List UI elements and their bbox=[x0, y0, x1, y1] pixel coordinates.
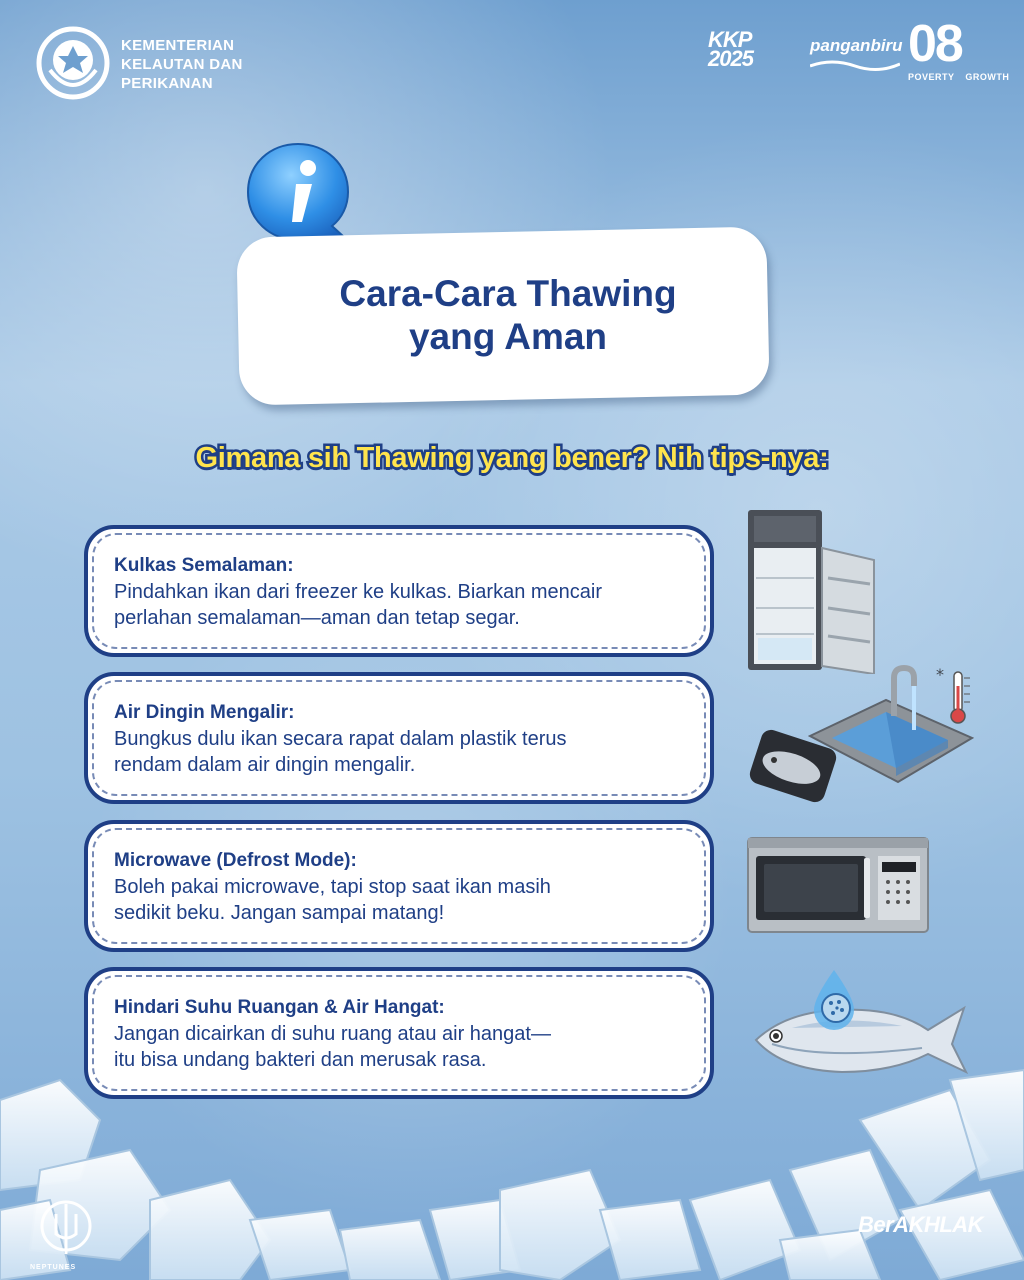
fish-pack-icon bbox=[748, 726, 838, 808]
bacteria-icon bbox=[806, 968, 862, 1032]
subtitle: Gimana sih Thawing yang bener? Nih tips-nya: bbox=[195, 442, 829, 474]
page-title: Cara-Cara Thawing yang Aman bbox=[339, 273, 677, 357]
fridge-icon bbox=[746, 508, 880, 674]
tip-title: Hindari Suhu Ruangan & Air Hangat: bbox=[114, 997, 445, 1018]
brand-08-subtitle: POVERTY GROWTH bbox=[908, 72, 1010, 82]
kkp2025-logo: KKP 2025 bbox=[708, 27, 753, 71]
tip-title: Microwave (Defrost Mode): bbox=[114, 850, 357, 871]
neptune-icon bbox=[36, 1190, 96, 1270]
wave-icon bbox=[810, 58, 900, 72]
microwave-icon bbox=[746, 836, 930, 934]
svg-text:*: * bbox=[936, 666, 944, 684]
tip-title: Kulkas Semalaman: bbox=[114, 555, 294, 576]
ice-cubes-decoration bbox=[0, 1060, 1024, 1280]
tip-card-cold-water bbox=[84, 672, 714, 804]
kkp-emblem-icon bbox=[36, 26, 110, 100]
tip-body: Boleh pakai microwave, tapi stop saat ikan masih sedikit beku. Jangan sampai matang! bbox=[114, 876, 551, 924]
neptune-label: NEPTUNES bbox=[30, 1264, 77, 1271]
panganbiru-logo: panganbiru bbox=[810, 36, 903, 55]
berakhlak-logo: BerAKHLAK bbox=[858, 1212, 984, 1237]
tip-card-microwave bbox=[84, 820, 714, 952]
tip-card-fridge bbox=[84, 525, 714, 657]
thermometer-icon bbox=[936, 666, 974, 726]
ministry-name: KEMENTERIAN KELAUTAN DAN PERIKANAN bbox=[121, 37, 243, 92]
tip-body: Pindahkan ikan dari freezer ke kulkas. Biarkan mencair perlahan semalaman—aman dan tetap segar. bbox=[114, 581, 603, 629]
tip-body: Bungkus dulu ikan secara rapat dalam plastik terus rendam dalam air dingin mengalir. bbox=[114, 728, 567, 776]
tip-title: Air Dingin Mengalir: bbox=[114, 702, 295, 723]
brand-08-logo: 08 bbox=[908, 15, 962, 73]
tip-body: Jangan dicairkan di suhu ruang atau air hangat— itu bisa undang bakteri dan merusak rasa. bbox=[114, 1023, 551, 1071]
